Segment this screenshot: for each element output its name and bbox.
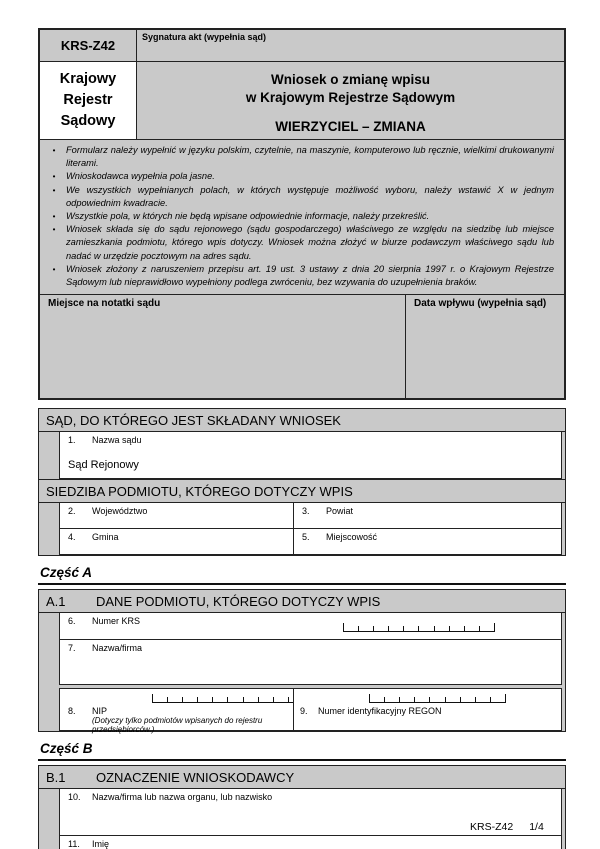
- field-number: 5.: [302, 532, 310, 543]
- instruction-text: Wnioskodawca wypełnia pola jasne.: [66, 171, 215, 182]
- nip-regon-row: [59, 688, 562, 735]
- field-court-name[interactable]: [59, 432, 562, 479]
- nip-field-note: (Dotyczy tylko podmiotów wpisanych do rejestru przedsiębiorców.): [92, 716, 263, 735]
- section-a1-title: DANE PODMIOTU, KTÓREGO DOTYCZY WPIS: [96, 594, 381, 610]
- section-b1: [38, 765, 566, 849]
- field-number: 9.: [300, 706, 308, 717]
- bullet-icon: •: [52, 185, 56, 195]
- form-subtitle: WIERZYCIEL – ZMIANA: [275, 119, 426, 135]
- section-b1-header: [39, 766, 565, 789]
- part-a-rule: [38, 583, 566, 587]
- case-signature-label: Sygnatura akt (wypełnia sąd): [142, 32, 267, 42]
- instruction-item: [42, 210, 554, 223]
- field-label: NIP: [92, 706, 108, 717]
- court-and-seat-section: [38, 408, 566, 556]
- field-label-row: [60, 529, 293, 542]
- field-label-row: [60, 503, 293, 516]
- court-notes-area[interactable]: [40, 295, 406, 398]
- header-table: [40, 30, 564, 139]
- form-title: [137, 62, 564, 139]
- court-notes-label: Miejsce na notatki sądu: [48, 298, 161, 310]
- field-label: Powiat: [326, 506, 354, 517]
- instruction-item: [42, 223, 554, 263]
- part-a-heading: Część A: [40, 565, 93, 581]
- field-number: 2.: [68, 506, 76, 517]
- court-notes-row: [40, 294, 564, 398]
- instruction-text: Wszystkie pola, w których nie będą wpisane odpowiednie informacje, należy przekreślić.: [66, 210, 430, 221]
- bullet-icon: •: [52, 211, 56, 221]
- footer-form-code: KRS-Z42: [470, 821, 514, 833]
- instruction-text: Wniosek złożony z naruszeniem przepisu art. 19 ust. 3 ustawy z dnia 20 sierpnia 1997 r. o Krajowym Rejestrze Sądowym lub nieprawidłowo wypełniony podlega zwróceniu, bez wzywania do uzupełnienia braków.: [66, 263, 554, 287]
- court-section-header: [39, 409, 565, 432]
- field-number: 10.: [68, 792, 81, 803]
- instruction-text: We wszystkich wypełnianych polach, w których występuje możliwość wyboru, należy wstawić X w jednym odpowiednim kwadracie.: [66, 184, 554, 208]
- court-section-title: SĄD, DO KTÓREGO JEST SKŁADANY WNIOSEK: [46, 413, 341, 429]
- seat-section-title: SIEDZIBA PODMIOTU, KTÓREGO DOTYCZY WPIS: [46, 484, 353, 500]
- field-label-row: [294, 503, 561, 516]
- field-label: Nazwa/firma: [92, 643, 143, 654]
- field-commune[interactable]: [60, 529, 294, 554]
- section-a1-header: [39, 590, 565, 613]
- krs-number-comb-input[interactable]: [343, 623, 495, 632]
- instructions-list: [40, 139, 564, 294]
- field-number: 8.: [68, 706, 76, 717]
- form-header-block: [38, 28, 566, 400]
- field-company-name[interactable]: [59, 640, 562, 685]
- field-label: Gmina: [92, 532, 119, 543]
- field-label-row: [60, 432, 561, 445]
- form-title-line2: w Krajowym Rejestrze Sądowym: [245, 90, 456, 106]
- form-title-line1: Wniosek o zmianę wpisu: [270, 72, 431, 87]
- registry-name-line: Sądowy: [60, 113, 116, 129]
- field-label: Nazwa sądu: [92, 435, 142, 446]
- receipt-date-area[interactable]: [406, 295, 564, 398]
- field-number: 7.: [68, 643, 76, 654]
- field-label: Numer KRS: [92, 616, 141, 627]
- registry-name-line: Krajowy: [59, 70, 117, 87]
- form-content: [38, 28, 566, 849]
- instruction-item: [42, 184, 554, 210]
- footer-page-number: 1/4: [529, 821, 544, 833]
- field-label: Imię: [92, 839, 110, 849]
- bullet-icon: •: [52, 225, 56, 235]
- field-number: 4.: [68, 532, 76, 543]
- field-town[interactable]: [294, 529, 561, 554]
- field-nip[interactable]: [59, 688, 293, 735]
- field-regon[interactable]: [293, 688, 562, 731]
- section-a1-id: A.1: [46, 594, 66, 610]
- field-number: 1.: [68, 435, 76, 446]
- field-voivodeship[interactable]: [60, 503, 294, 529]
- field-label-row: [60, 789, 561, 802]
- court-name-value: Sąd Rejonowy: [68, 459, 139, 472]
- field-applicant-first-name[interactable]: [59, 836, 562, 849]
- field-label-row: [60, 836, 561, 849]
- field-number: 3.: [302, 506, 310, 517]
- instruction-item: [42, 263, 554, 289]
- field-label: Województwo: [92, 506, 148, 517]
- part-b-heading: Część B: [40, 741, 93, 757]
- seat-fields-grid: [59, 503, 562, 555]
- field-label-row: [294, 703, 561, 716]
- field-label: Miejscowość: [326, 532, 378, 543]
- case-signature-field[interactable]: [137, 30, 564, 62]
- bullet-icon: •: [52, 146, 56, 155]
- field-label-row: [60, 703, 293, 716]
- field-label: Nazwa/firma lub nazwa organu, lub nazwisko: [92, 792, 273, 803]
- instruction-item: [42, 144, 554, 170]
- bullet-icon: •: [52, 172, 56, 182]
- instruction-item: [42, 170, 554, 183]
- field-county[interactable]: [294, 503, 561, 529]
- form-code-label: KRS-Z42: [40, 30, 137, 62]
- seat-section-header: [39, 479, 565, 503]
- registry-name-line: Rejestr: [63, 91, 113, 108]
- part-b-rule: [38, 759, 566, 763]
- court-section-body: [39, 432, 565, 479]
- field-label-row: [294, 529, 561, 542]
- seat-section-body: [39, 503, 565, 555]
- section-a1: [38, 589, 566, 735]
- section-b1-body: [39, 789, 565, 849]
- page-footer: [470, 821, 544, 833]
- field-label-row: [60, 640, 561, 653]
- nip-comb-input[interactable]: [152, 694, 304, 703]
- field-number: 11.: [68, 839, 80, 849]
- instruction-text: Wniosek składa się do sądu rejonowego (sądu gospodarczego) właściwego ze względu na siedzibę lub miejsce zamieszkania podmiotu, którego wpis dotyczy. Wniosek można złożyć w biurze podawczym właściwego sądu lub nadać w urzędzie pocztowym na adres sądu.: [66, 224, 554, 261]
- field-krs-number[interactable]: [59, 613, 562, 640]
- section-b1-id: B.1: [46, 770, 66, 786]
- instruction-text: Formularz należy wypełnić w języku polskim, czytelnie, na maszynie, komputerowo lub ręcznie, wielkimi drukowanymi literami.: [66, 145, 554, 169]
- field-number: 6.: [68, 616, 76, 627]
- regon-comb-input[interactable]: [369, 694, 506, 703]
- receipt-date-label: Data wpływu (wypełnia sąd): [414, 298, 547, 310]
- section-b1-title: OZNACZENIE WNIOSKODAWCY: [96, 770, 295, 786]
- field-label: Numer identyfikacyjny REGON: [318, 706, 442, 717]
- registry-name: [40, 62, 137, 139]
- field-label-row: [60, 613, 140, 626]
- bullet-icon: •: [52, 264, 56, 274]
- section-a1-body: [39, 613, 565, 735]
